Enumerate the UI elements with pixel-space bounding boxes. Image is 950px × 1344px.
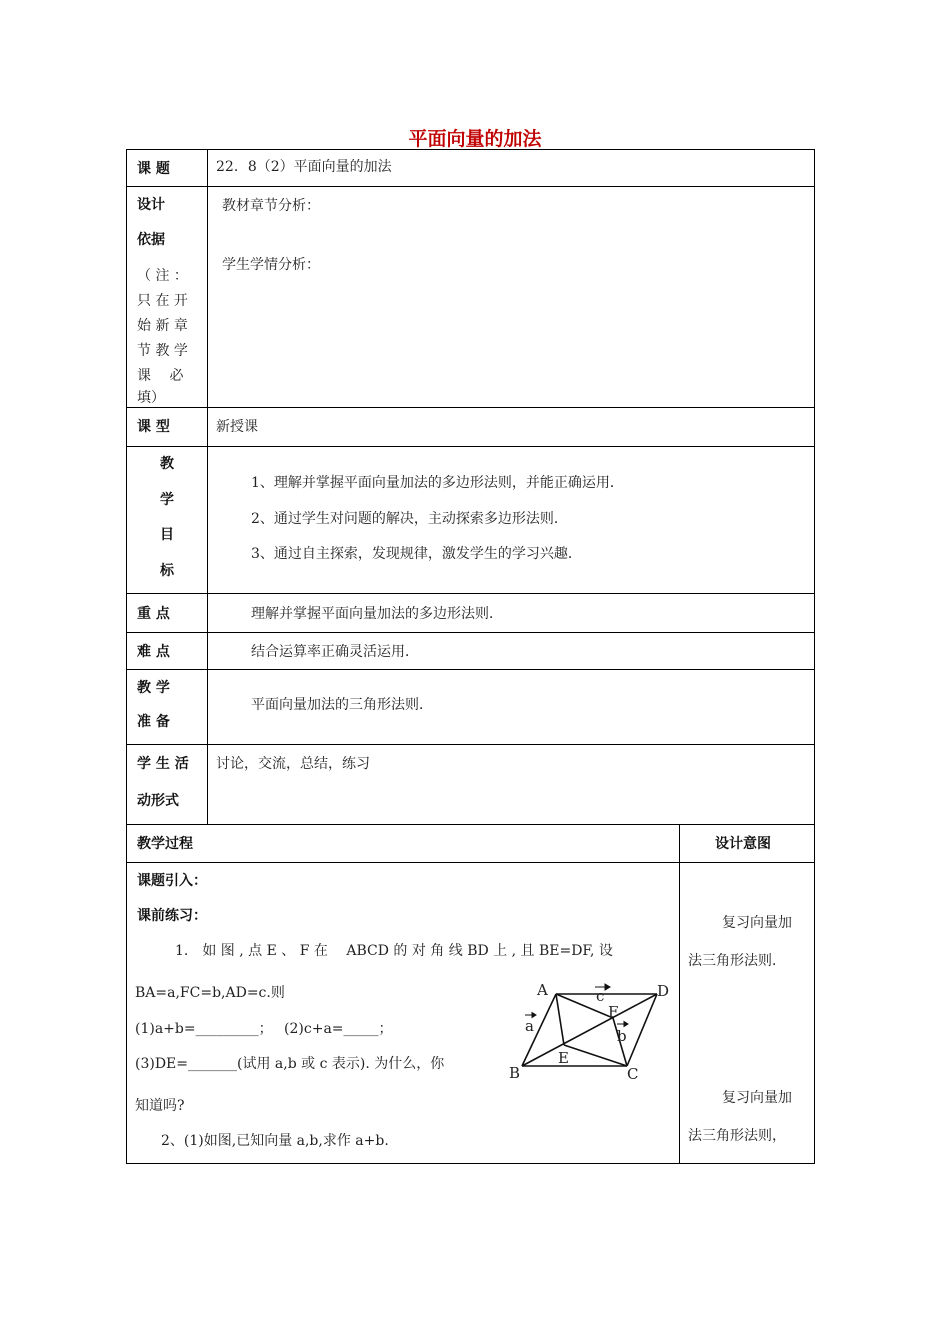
- difficulty-label: 难 点: [137, 644, 170, 660]
- question1-line: 知道吗?: [135, 1098, 185, 1114]
- goal-item: 2、通过学生对问题的解决，主动探索多边形法则．: [251, 511, 568, 527]
- type-label-cell: [126, 407, 208, 447]
- goals-value-cell: [207, 446, 815, 594]
- warmup-heading: 课前练习：: [137, 908, 207, 924]
- goal-item: 1、理解并掌握平面向量加法的多边形法则，并能正确运用．: [251, 475, 624, 491]
- goal-item: 3、通过自主探索，发现规律，激发学生的学习兴趣．: [251, 546, 582, 562]
- vertex-label-b: B: [509, 1064, 521, 1082]
- vector-label-c: c: [596, 987, 605, 1005]
- goals-label-char: 标: [160, 563, 174, 579]
- difficulty-label-cell: [126, 632, 208, 670]
- basis-note-line: 课 必: [137, 368, 184, 384]
- activity-value: 讨论，交流，总结，练习: [216, 756, 370, 772]
- basis-label-line1: 设计: [137, 197, 165, 213]
- intro-heading: 课题引入：: [137, 873, 207, 889]
- intent-line: 法三角形法则，: [688, 1128, 786, 1144]
- goals-label-char: 目: [160, 527, 174, 543]
- basis-note-line: 节 教 学: [137, 343, 188, 359]
- question1-line: (3)DE=_______(试用 a,b 或 c 表示). 为什么，你: [135, 1056, 445, 1072]
- goals-label-char: 教: [160, 456, 174, 472]
- key-label: 重 点: [137, 606, 170, 622]
- prep-label-cell: [126, 669, 208, 745]
- intent-line: 复习向量加: [722, 1090, 792, 1106]
- intent-line: 复习向量加: [722, 915, 792, 931]
- vertex-label-d: D: [657, 982, 669, 1000]
- basis-label-line2: 依据: [137, 232, 165, 248]
- topic-label-cell: [126, 149, 208, 187]
- activity-label-line1: 学 生 活: [137, 756, 189, 772]
- textbook-analysis-label: 教材章节分析：: [222, 198, 320, 214]
- type-label: 课 型: [137, 419, 170, 435]
- key-value: 理解并掌握平面向量加法的多边形法则．: [251, 606, 503, 622]
- prep-value-cell: [207, 669, 815, 745]
- intent-line: 法三角形法则．: [688, 953, 786, 969]
- vertex-label-a: A: [537, 981, 548, 999]
- goals-label-char: 学: [160, 492, 174, 508]
- process-header-cell: [126, 824, 680, 863]
- topic-value-cell: [207, 149, 815, 187]
- question1-line: BA=a,FC=b,AD=c.则: [135, 985, 285, 1001]
- key-label-cell: [126, 593, 208, 633]
- activity-value-cell: [207, 744, 815, 825]
- difficulty-value-cell: [207, 632, 815, 670]
- basis-note-line: 填）: [137, 390, 165, 406]
- key-value-cell: [207, 593, 815, 633]
- intent-header: 设计意图: [715, 836, 771, 852]
- page-title: 平面向量的加法: [408, 128, 542, 150]
- vertex-label-c: C: [627, 1065, 639, 1083]
- lesson-plan-table: [126, 149, 815, 1164]
- intent-header-cell: [679, 824, 815, 863]
- parallelogram-figure: [509, 975, 669, 1087]
- topic-value: 22．8（2）平面向量的加法: [216, 159, 392, 175]
- prep-label-line1: 教 学: [137, 680, 170, 696]
- vector-label-a: a: [525, 1017, 534, 1035]
- basis-note-line: 只 在 开: [137, 293, 188, 309]
- basis-value-cell: [207, 186, 815, 408]
- type-value-cell: [207, 407, 815, 447]
- vertex-label-e: E: [558, 1049, 569, 1067]
- student-analysis-label: 学生学情分析：: [222, 257, 320, 273]
- question1-line: 1. 如 图 , 点 E 、 F 在 ABCD 的 对 角 线 BD 上 , 且 BE=DF, 设: [175, 943, 613, 959]
- intent-body-cell: [679, 862, 815, 1164]
- type-value: 新授课: [216, 419, 258, 435]
- activity-label-line2: 动形式: [137, 793, 179, 809]
- vector-label-b: b: [617, 1027, 627, 1045]
- topic-label: 课 题: [137, 161, 170, 177]
- goals-label-cell: [126, 446, 208, 594]
- prep-value: 平面向量加法的三角形法则．: [251, 697, 433, 713]
- question1-line: (1)a+b=_________； (2)c+a=_____；: [135, 1021, 393, 1037]
- process-header: 教学过程: [137, 836, 193, 852]
- prep-label-line2: 准 备: [137, 714, 170, 730]
- vertex-label-f: F: [608, 1003, 619, 1021]
- question2-line: 2、(1)如图,已知向量 a,b,求作 a+b.: [161, 1133, 389, 1149]
- basis-note-line: 始 新 章: [137, 318, 188, 334]
- basis-note-line: （ 注 ：: [137, 268, 188, 284]
- difficulty-value: 结合运算率正确灵活运用．: [251, 644, 419, 660]
- basis-label-cell: [126, 186, 208, 408]
- activity-label-cell: [126, 744, 208, 825]
- process-body-cell: [126, 862, 680, 1164]
